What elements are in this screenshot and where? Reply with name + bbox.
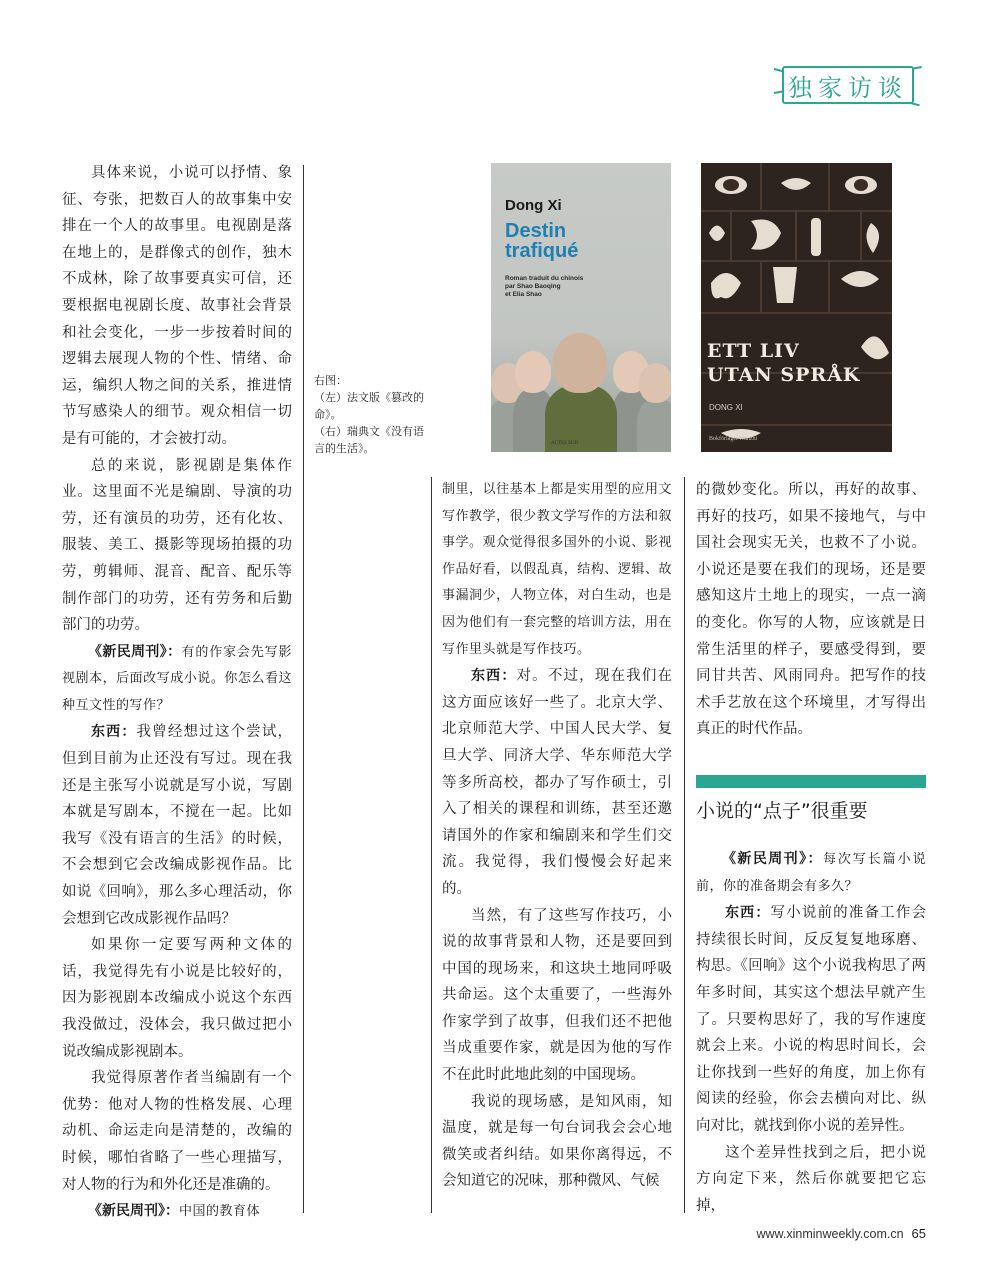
speaker-label: 东西： [471,668,517,685]
paragraph-text: 总的来说，影视剧是集体作业。这里面不光是编剧、导演的功劳，还有演员的功劳，还有化妆、服装、美工、摄影等现场拍摄的功劳，剪辑师、混音、配音、配乐等制作部门的功劳，还有劳务和后勤部门的功劳。 [62,457,292,634]
paragraph [62,160,292,453]
caption-line: （右）瑞典文《没有语言的生活》。 [314,425,424,455]
paragraph [696,477,926,743]
paragraph [696,1140,926,1220]
interview-question [62,1198,292,1226]
paragraph-text: 如果你一定要写两种文体的话，我觉得先有小说是比较好的，因为影视剧本改编成小说这个东西我没做过，没体会，我只做过把小说改编成影视剧本。 [62,937,292,1060]
paragraph-text: 具体来说，小说可以抒情、象征、夸张，把数百人的故事集中安排在一个人的故事里。电视剧是落在地上的，是群像式的创作，独木不成林，除了故事要真实可信，还要根据电视剧长度、故事社会背景和社会变化，一步一步按着时间的逻辑去展现人物的个性、情绪、命运，编织人物之间的关系，推进情节写感染人的细节。观众相信一切是有可能的，才会被打动。 [62,165,292,447]
cover-title [707,339,860,387]
cover-publisher: ACTES SUD [551,441,579,446]
cover-subtitle [505,275,625,299]
paragraph-text: 的微妙变化。所以，再好的故事、再好的技巧，如果不接地气，与中国社会现实无关，也救不了小说。小说还是要在我们的现场，还是要感知这片土地上的现实，一点一滴的变化。你写的人物，应该就是日常生活里的样子，要感受得到，要同甘共苦、风雨同舟。把写作的技术手艺放在这个环境里，才写得出真正的时代作品。 [696,482,926,738]
column-rule [431,477,432,1213]
cover-title-line: UTAN SPRÅK [707,364,861,386]
page-number: 65 [911,1226,926,1241]
interview-question [442,477,672,663]
caption-line: （左）法文版《篡改的命》。 [314,391,424,421]
column-badge [774,62,922,106]
cover-subtitle-line: Roman traduit du chinois [505,275,584,282]
paragraph-text: 写小说前的准备工作会持续很长时间，反反复复地琢磨、构思。《回响》这个小说我构思了两年多时间，其实这个想法早就产生了。只要构思好了，我的写作速度就会上来。小说的构思时间长，会让你找到一些好的角度，加上你有阅读的经验，你会去横向对比、纵向对比，就找到你小说的差异性。 [696,905,926,1134]
column-rule [684,477,685,1213]
interview-answer [442,663,672,902]
paragraph-text: 中国的教育体 [179,1204,261,1220]
speaker-label: 《新民周刊》： [88,1203,179,1220]
paragraph-text: 我觉得原著作者当编剧有一个优势：他对人物的性格发展、心理动机、命运走向是清楚的，改编的时候，哪怕省略了一些心理描写，对人物的行为和外化还是准确的。 [62,1070,292,1193]
cover-title-line: ETT LIV [707,340,800,362]
cover-title-line: Destin [505,220,567,242]
speaker-label: 东西： [91,724,137,741]
paragraph [62,932,292,1065]
cover-author: Dong Xi [505,197,562,214]
paragraph-text: 我说的现场感，是知风雨，知温度，就是每一句台词我会会心地微笑或者纠结。如果你离得远，不会知道它的况味，那种微风、气候 [442,1093,672,1190]
paragraph-text: 对。不过，现在我们在这方面应该好一些了。北京大学、北京师范大学、中国人民大学、复旦大学、同济大学、华东师范大学等多所高校，都办了写作硕士，引入了相关的课程和训练，甚至还邀请国外的作家和编剧来和学生们交流。我觉得，我们慢慢会好起来的。 [442,668,672,897]
page-footer [720,1226,926,1241]
section-bar [696,775,926,788]
text-column-3 [696,477,926,743]
interview-question [62,639,292,720]
speaker-label: 《新民周刊》： [88,643,182,660]
cover-author: DONG XI [709,403,743,412]
caption-line: 右图： [314,374,347,387]
cover-subtitle-line: et Elia Shao [505,291,542,298]
cover-title [505,221,578,261]
interview-answer [62,719,292,932]
cover-title-line: trafiqué [505,240,579,262]
paragraph-text: 每次写长篇小说前，你的准备期会有多久？ [696,852,926,894]
paragraph [442,1089,672,1195]
interview-question [696,846,926,900]
paragraph [62,453,292,639]
paragraph-text: 我曾经想过这个尝试，但到目前为止还没有写过。现在我还是主张写小说就是写小说，写剧本就是写剧本，不搅在一起。比如我写《没有语言的生活》的时候，不会想到它会改编成影视作品。比如说《回响》，那么多心理活动，你会想到它改成影视作品吗？ [62,724,292,927]
speaker-label: 《新民周刊》： [722,851,823,867]
badge-label: 独家访谈 [782,66,914,104]
footer-url: www.xinminweekly.com.cn [756,1227,904,1241]
paragraph [442,903,672,1089]
book-cover-french [491,163,671,452]
column-rule [303,165,304,1213]
cover-publisher: Bokförlaget Wanzhi [709,436,758,442]
paragraph-text: 有的作家会先写影视剧本，后面改写成小说。你怎么看这种互文性的写作？ [62,644,292,713]
paragraph-text: 这个差异性找到之后，把小说方向定下来，然后你就要把它忘掉， [696,1144,926,1214]
interview-answer [696,900,926,1139]
image-caption [314,372,432,457]
paragraph [62,1065,292,1198]
text-column-3-lower [696,846,926,1219]
cover-subtitle-line: par Shao Baoqing [505,283,561,290]
text-column-1 [62,160,292,1226]
paragraph-text: 制里，以往基本上都是实用型的应用文写作教学，很少教文学写作的方法和叙事学。观众觉得很多国外的小说、影视作品好看，以假乱真，结构、逻辑、故事漏洞少，人物立体，对白生动，也是因为他们有一套完整的培训方法，用在写作里头就是写作技巧。 [442,482,672,657]
section-title: 小说的“点子”很重要 [696,800,868,822]
speaker-label: 东西： [725,905,771,922]
book-cover-swedish [701,163,892,452]
text-column-2 [442,477,672,1195]
paragraph-text: 当然，有了这些写作技巧，小说的故事背景和人物，还是要回到中国的现场来，和这块土地同呼吸共命运。这个太重要了，一些海外作家学到了故事，但我们还不把他当成重要作家，就是因为他的写作不在此时此地此刻的中国现场。 [442,907,672,1084]
